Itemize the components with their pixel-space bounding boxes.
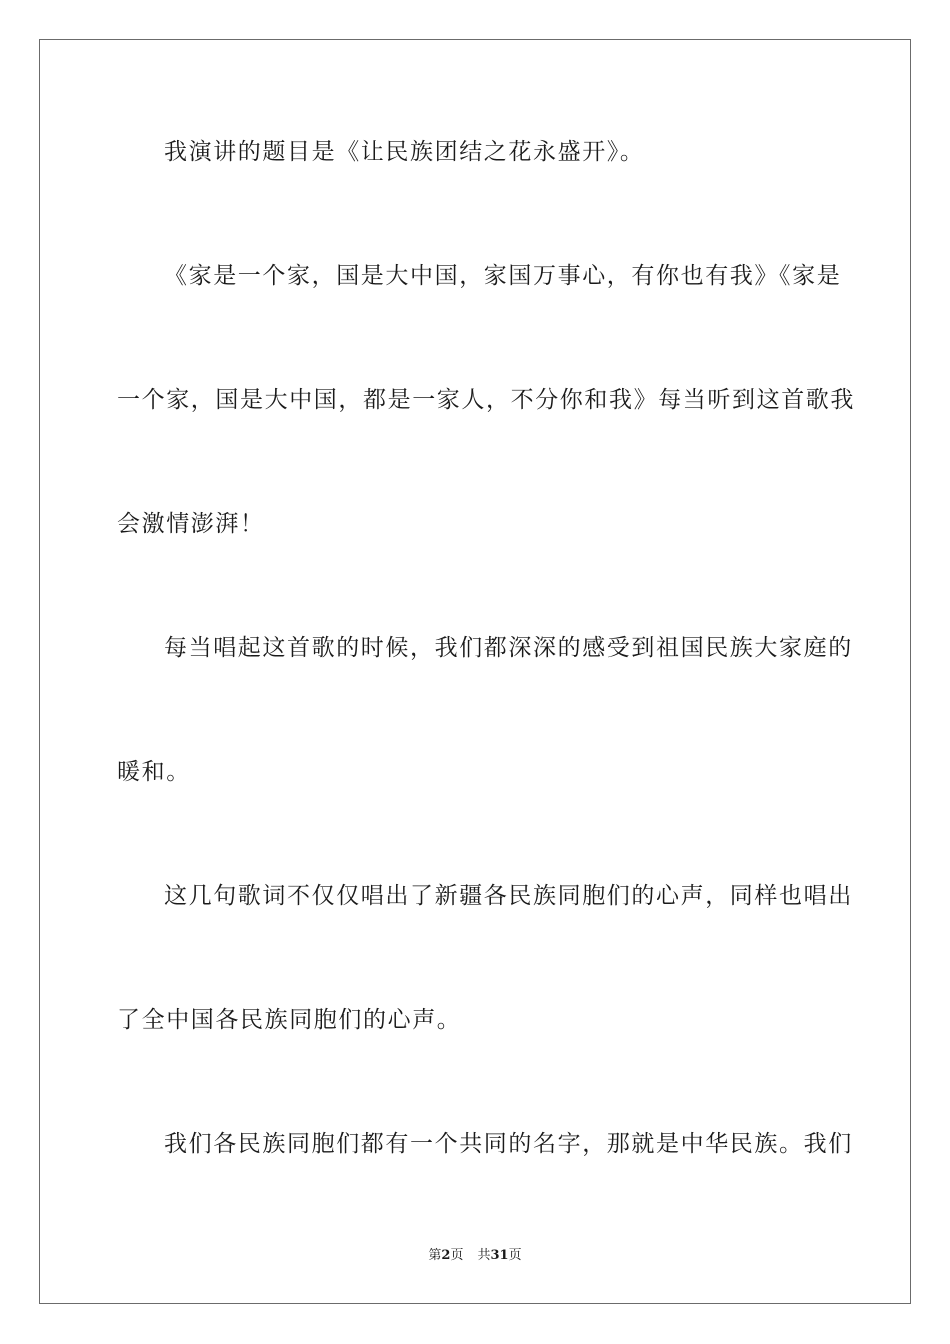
footer-page-number: 2 (441, 1248, 451, 1263)
page-border (39, 39, 911, 1304)
paragraph-2-line-1: 《家是一个家，国是大中国，家国万事心，有你也有我》《家是 (164, 263, 842, 289)
footer-total-suffix: 页 (508, 1248, 522, 1263)
paragraph-4-line-2: 了全中国各民族同胞们的心声。 (117, 1007, 462, 1033)
footer-page-prefix: 第 (428, 1248, 442, 1263)
page-footer (0, 1247, 950, 1265)
paragraph-2-line-2: 一个家，国是大中国，都是一家人，不分你和我》每当听到这首歌我 (117, 387, 855, 413)
footer-page-suffix: 页 (450, 1248, 464, 1263)
footer-total-prefix: 共 (477, 1248, 491, 1263)
paragraph-4-line-1: 这几句歌词不仅仅唱出了新疆各民族同胞们的心声，同样也唱出 (164, 883, 853, 909)
footer-total-pages: 31 (490, 1248, 509, 1263)
paragraph-3-line-2: 暖和。 (117, 759, 191, 785)
paragraph-1-line-1: 我演讲的题目是《让民族团结之花永盛开》。 (164, 139, 645, 165)
paragraph-5-line-1: 我们各民族同胞们都有一个共同的名字，那就是中华民族。我们 (164, 1131, 853, 1157)
paragraph-2-line-3: 会激情澎湃！ (117, 511, 265, 537)
paragraph-3-line-1: 每当唱起这首歌的时候，我们都深深的感受到祖国民族大家庭的 (164, 635, 853, 661)
